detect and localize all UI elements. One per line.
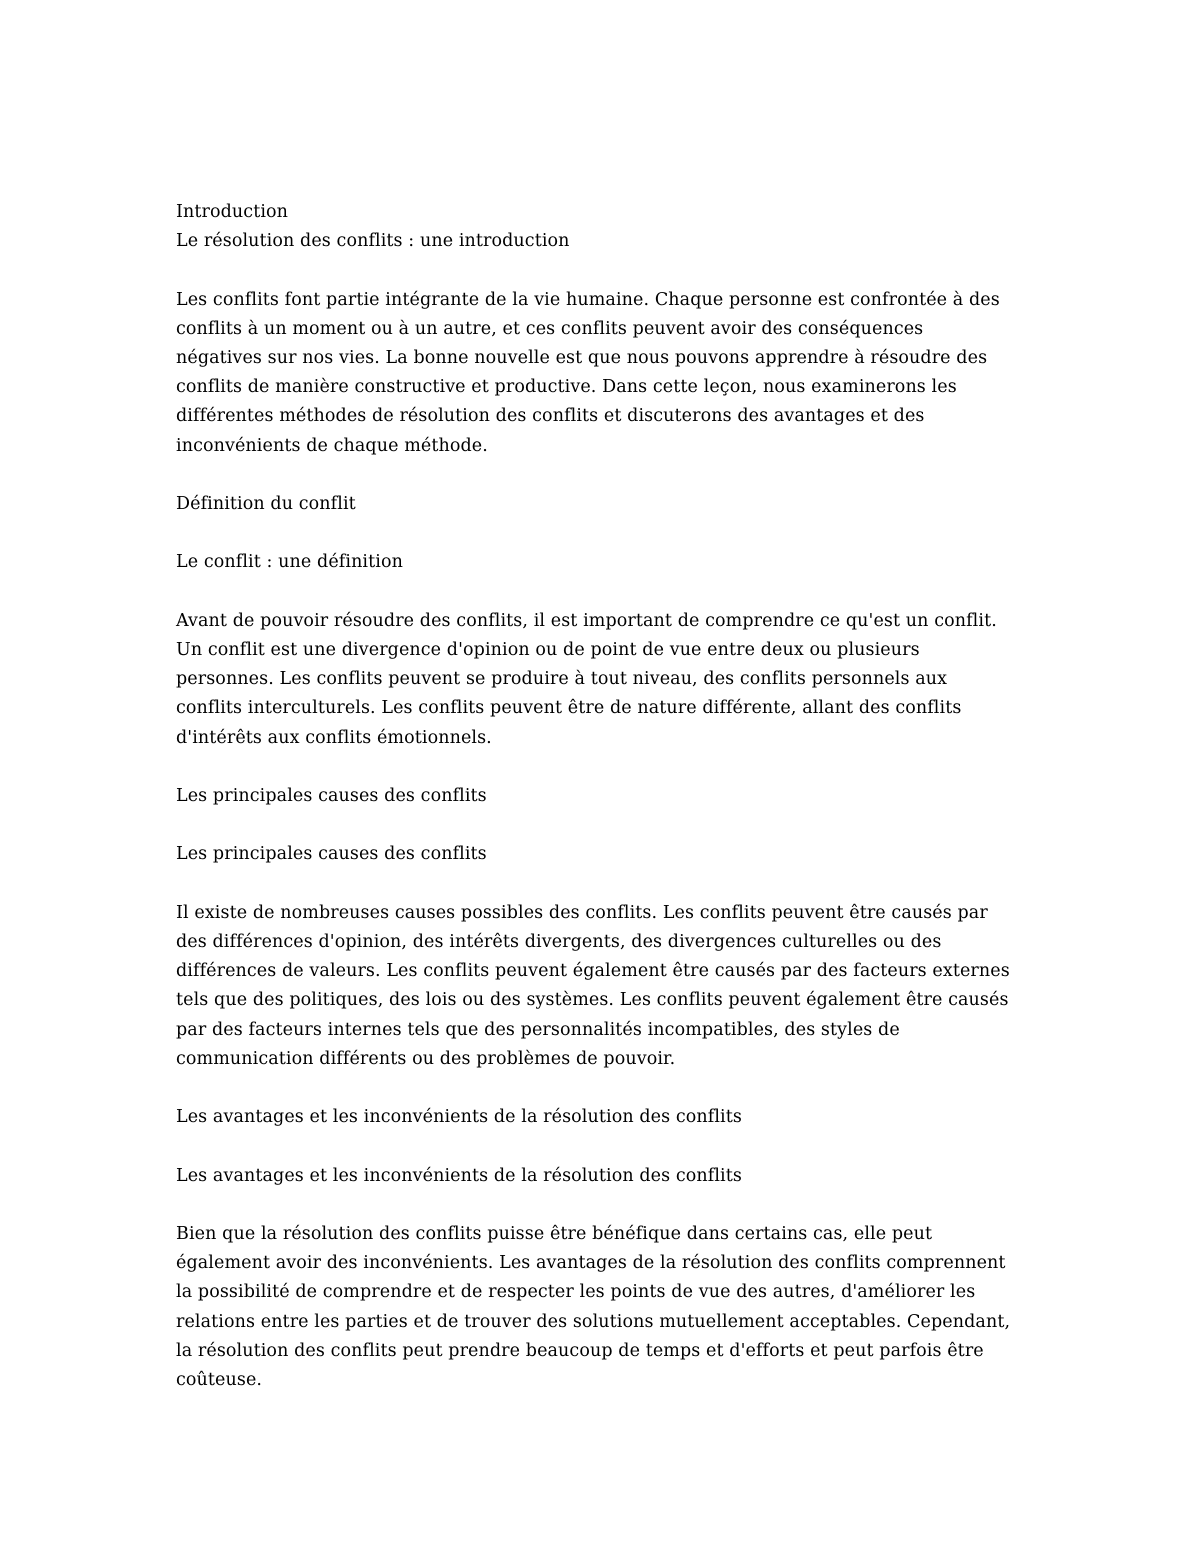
paragraph-line: d'intérêts aux conflits émotionnels. (176, 727, 492, 748)
paragraph-line: Bien que la résolution des conflits puisse être bénéfique dans certains cas, elle peut (176, 1223, 933, 1244)
intro-block (176, 198, 1036, 256)
paragraph-line: communication différents ou des problèmes de pouvoir. (176, 1048, 676, 1069)
intro-label: Introduction (176, 202, 289, 222)
section-subheading: Les principales causes des conflits (176, 844, 487, 865)
section-subheading-advantages (176, 1162, 1036, 1191)
section-subheading: Les avantages et les inconvénients de la résolution des conflits (176, 1165, 742, 1186)
paragraph-line: coûteuse. (176, 1369, 263, 1390)
paragraph-line: Un conflit est une divergence d'opinion ou de point de vue entre deux ou plusieurs (176, 639, 920, 660)
intro-title: Le résolution des conflits : une introduction (176, 231, 570, 252)
paragraph-line: conflits à un moment ou à un autre, et ces conflits peuvent avoir des conséquences (176, 318, 924, 339)
section-subheading-causes (176, 840, 1036, 869)
paragraph-line: relations entre les parties et de trouver des solutions mutuellement acceptables. Cependant, (176, 1311, 1011, 1332)
paragraph-line: conflits interculturels. Les conflits peuvent être de nature différente, allant des conflits (176, 698, 962, 719)
paragraph-line: négatives sur nos vies. La bonne nouvelle est que nous pouvons apprendre à résoudre des (176, 348, 988, 368)
section-subheading: Le conflit : une définition (176, 552, 403, 573)
section-subheading-definition (176, 548, 1036, 577)
paragraph-line: par des facteurs internes tels que des personnalités incompatibles, des styles de (176, 1019, 900, 1040)
paragraph-line: tels que des politiques, des lois ou des systèmes. Les conflits peuvent également être causés (176, 990, 1009, 1011)
paragraph-line: Les conflits font partie intégrante de la vie humaine. Chaque personne est confrontée à des (176, 289, 1000, 310)
paragraph-line: des différences d'opinion, des intérêts divergents, des divergences culturelles ou des (176, 931, 942, 952)
section-heading-definition (176, 490, 1036, 519)
paragraph-line: Il existe de nombreuses causes possibles des conflits. Les conflits peuvent être causés par (176, 902, 988, 923)
paragraph-causes (176, 899, 1036, 1074)
section-heading: Les avantages et les inconvénients de la résolution des conflits (176, 1107, 742, 1128)
paragraph-line: la possibilité de comprendre et de respecter les points de vue des autres, d'améliorer les (176, 1282, 976, 1303)
section-heading-causes (176, 782, 1036, 811)
paragraph-line: également avoir des inconvénients. Les avantages de la résolution des conflits comprennent (176, 1253, 1006, 1274)
paragraph-line: différentes méthodes de résolution des conflits et discuterons des avantages et des (176, 406, 925, 427)
section-heading: Les principales causes des conflits (176, 785, 487, 806)
section-heading: Définition du conflit (176, 494, 356, 514)
paragraph-definition (176, 607, 1036, 753)
paragraph-advantages (176, 1220, 1036, 1395)
paragraph-line: inconvénients de chaque méthode. (176, 435, 488, 456)
document-body (176, 198, 1036, 1395)
paragraph-line: personnes. Les conflits peuvent se produire à tout niveau, des conflits personnels aux (176, 669, 948, 690)
paragraph-line: la résolution des conflits peut prendre beaucoup de temps et d'efforts et peut parfois être (176, 1340, 984, 1361)
paragraph-intro (176, 286, 1036, 461)
paragraph-line: différences de valeurs. Les conflits peuvent également être causés par des facteurs externes (176, 961, 1010, 982)
paragraph-line: Avant de pouvoir résoudre des conflits, il est important de comprendre ce qu'est un conflit. (176, 610, 997, 631)
paragraph-line: conflits de manière constructive et productive. Dans cette leçon, nous examinerons les (176, 377, 957, 398)
section-heading-advantages (176, 1103, 1036, 1132)
